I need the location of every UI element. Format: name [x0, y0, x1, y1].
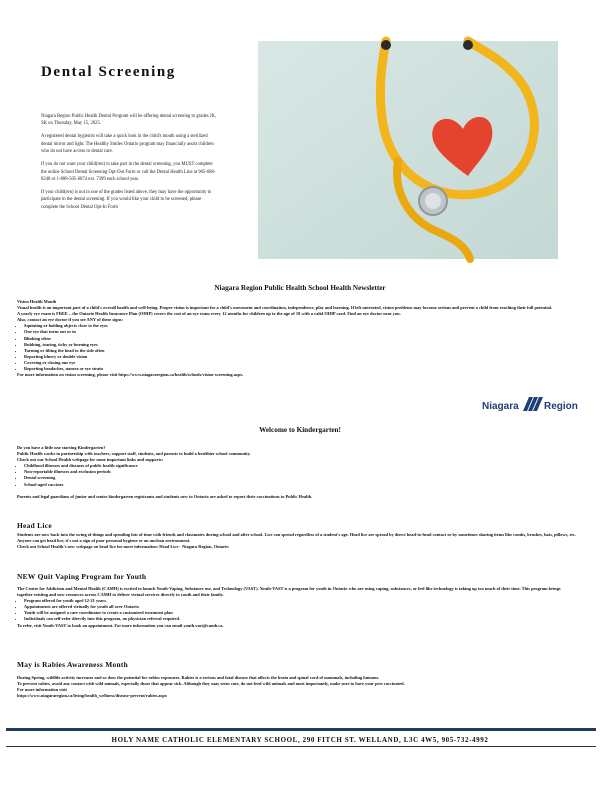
vaping-refer: To refer, visit Youth-VAST to book an appointment. For more information you can email youth.vast@camh.ca.	[17, 622, 224, 628]
vision-paragraph: A yearly eye exam is FREE – the Ontario Health Insurance Plan (OHIP) covers the cost of an eye exam every 12 months for children up to the age of 19 with a valid OHIP card. Find an eye doctor near you.	[17, 311, 401, 317]
list-item: • Dental screening	[24, 475, 577, 481]
vision-more-info: For more information on vision screening, please visit https://www.niagararegion.ca/health/schools/vision-screening.aspx.	[17, 372, 244, 378]
footer-address: HOLY NAME CATHOLIC ELEMENTARY SCHOOL, 290 FITCH ST. WELLAND, L3C 4W5, 905-732-4992	[111, 736, 489, 744]
vaping-section	[17, 586, 577, 629]
rabies-paragraph: During Spring, wildlife activity increases and so does the potential for rabies exposures. Rabies is a serious and fatal disease that affects the brain and spinal cord of mammals, including humans.	[17, 675, 380, 680]
rabies-title: May is Rabies Awareness Month	[17, 660, 129, 669]
kindergarten-section	[17, 445, 577, 500]
list-item: • Appointments are offered virtually for youth all over Ontario	[24, 604, 577, 610]
rabies-paragraph: For more information visit	[17, 687, 67, 693]
list-item: • School-aged vaccines	[24, 482, 577, 488]
kindergarten-paragraph: Check out our School Health webpage for some important links and supports:	[17, 457, 164, 463]
vision-section	[17, 299, 577, 378]
stethoscope-photo	[258, 41, 558, 259]
vision-signs-list	[17, 323, 577, 372]
logo-text-right: Region	[544, 401, 578, 412]
vision-paragraph: Visual health is an important part of a child's overall health and well-being. Proper vision is important for a child's movement and coordination, independence, play and learning. If left untreated, vision problems may become serious and prevent a child from reaching their full potential.	[17, 305, 553, 311]
list-item: • Non-reportable illnesses and exclusion periods	[24, 469, 577, 475]
list-item: • Squinting or holding objects close to the eyes	[24, 323, 577, 329]
footer-divider	[6, 746, 596, 747]
list-item: • Youth will be assigned a care coordinator to create a customized treatment plan	[24, 610, 577, 616]
list-item: • Rubbing, tearing, itchy or burning eyes	[24, 342, 577, 348]
footer-bar	[6, 728, 596, 731]
intro-paragraph: If your child(ren) is not in one of the grades listed above, they may have the opportunity to participate in the dental screening. If you would like your child to be screened, please complete the School Dental Opt-In Form	[41, 190, 212, 210]
vaping-title: NEW Quit Vaping Program for Youth	[17, 572, 147, 581]
list-item: • Program offered for youth aged 12-21 years.	[24, 598, 577, 604]
list-item: • Reporting blurry or double vision	[24, 354, 577, 360]
vision-heading: Vision Health Month	[17, 299, 57, 304]
list-item: • Childhood illnesses and diseases of public health significance	[24, 463, 577, 469]
intro-text	[41, 113, 217, 217]
kindergarten-paragraph: Public Health works in partnership with teachers, support staff, students, and parents to build a healthier school community.	[17, 451, 251, 457]
list-item: • One eye that turns out or in	[24, 329, 577, 335]
intro-paragraph: If you do not want your child(ren) to take part in the dental screening, you MUST complete the online School Dental Screening Opt-Out Form or call the Dental Health Line at 905-688-8248 or 1-888-505-6074 ext. 7399 each school year.	[41, 162, 216, 183]
intro-paragraph: Niagara Region Public Health Dental Program will be offering dental screening to grades JK, SK on Thursday, May 15, 2025.	[41, 114, 217, 127]
list-item: • Reporting headaches, nausea or eye strain	[24, 366, 577, 372]
list-item: • Blinking often	[24, 336, 577, 342]
vaping-list	[17, 598, 577, 622]
vision-paragraph: Also, contact an eye doctor if you see ANY of these signs:	[17, 317, 124, 323]
kindergarten-paragraph: Do you have a little one starting Kindergarten?	[17, 445, 106, 450]
list-item: • Turning or tilting the head to the side often	[24, 348, 577, 354]
newsletter-title: Niagara Region Public Health School Health Newsletter	[214, 284, 386, 292]
logo-text-left: Niagara	[482, 401, 519, 412]
kindergarten-note: Parents and legal guardians of junior and senior kindergarten registrants and students new to Ontario are asked to report their vaccinations to Public Health.	[17, 493, 313, 499]
rabies-section	[17, 675, 577, 699]
headlice-section	[17, 532, 577, 550]
intro-paragraph: A registered dental hygienist will take a quick look in the child's mouth using a sterilized dental mirror and light. The Healthy Smiles Ontario program may financially assist children who do not have access to dental care.	[41, 134, 214, 155]
kindergarten-title: Welcome to Kindergarten!	[259, 426, 341, 434]
rabies-paragraph: To prevent rabies, avoid any contact with wild animals, especially those that appear sick. Although they may seem cute, do not feed wild animals and most importantly, make sure to have your pets vaccinated.	[17, 681, 405, 687]
list-item: • Covering or closing one eye	[24, 360, 577, 366]
headlice-more-info: Check out School Health's new webpage on head lice for more information: Head Lice - Niagara Region, Ontario	[17, 544, 229, 550]
rabies-link[interactable]: https://www.niagararegion.ca/living/health_wellness/disease-prevent/rabies.aspx	[17, 693, 167, 699]
vaping-paragraph: The Centre for Addiction and Mental Health (CAMH) is excited to launch Youth-Vaping, Substance use, and Technology (VAST). Youth-VAST is a program for youth in Ontario who are using vaping, substances, or feel like technology is taking up too much of their time. This program brings together existing and new resources across CAMH to deliver virtual services directly to youth and their family.	[17, 586, 561, 598]
page-title: Dental Screening	[41, 64, 176, 80]
headlice-title: Head Lice	[17, 521, 52, 530]
headlice-paragraph: Students are now back into the swing of things and spending lots of time with friends and classmates during school and after school. Lice can spread regardless of a student's age. Head lice are spread by direct head-to-head contact or by sometimes sharing items like combs, brushes, hats, pillows, etc. Anyone can get head lice, it's not a sign of poor personal hygiene or an unclean environment.	[17, 532, 576, 544]
niagara-region-logo	[482, 393, 578, 415]
kindergarten-list	[17, 463, 577, 487]
list-item: • Individuals can self-refer directly into this program, no physician referral required.	[24, 616, 577, 622]
